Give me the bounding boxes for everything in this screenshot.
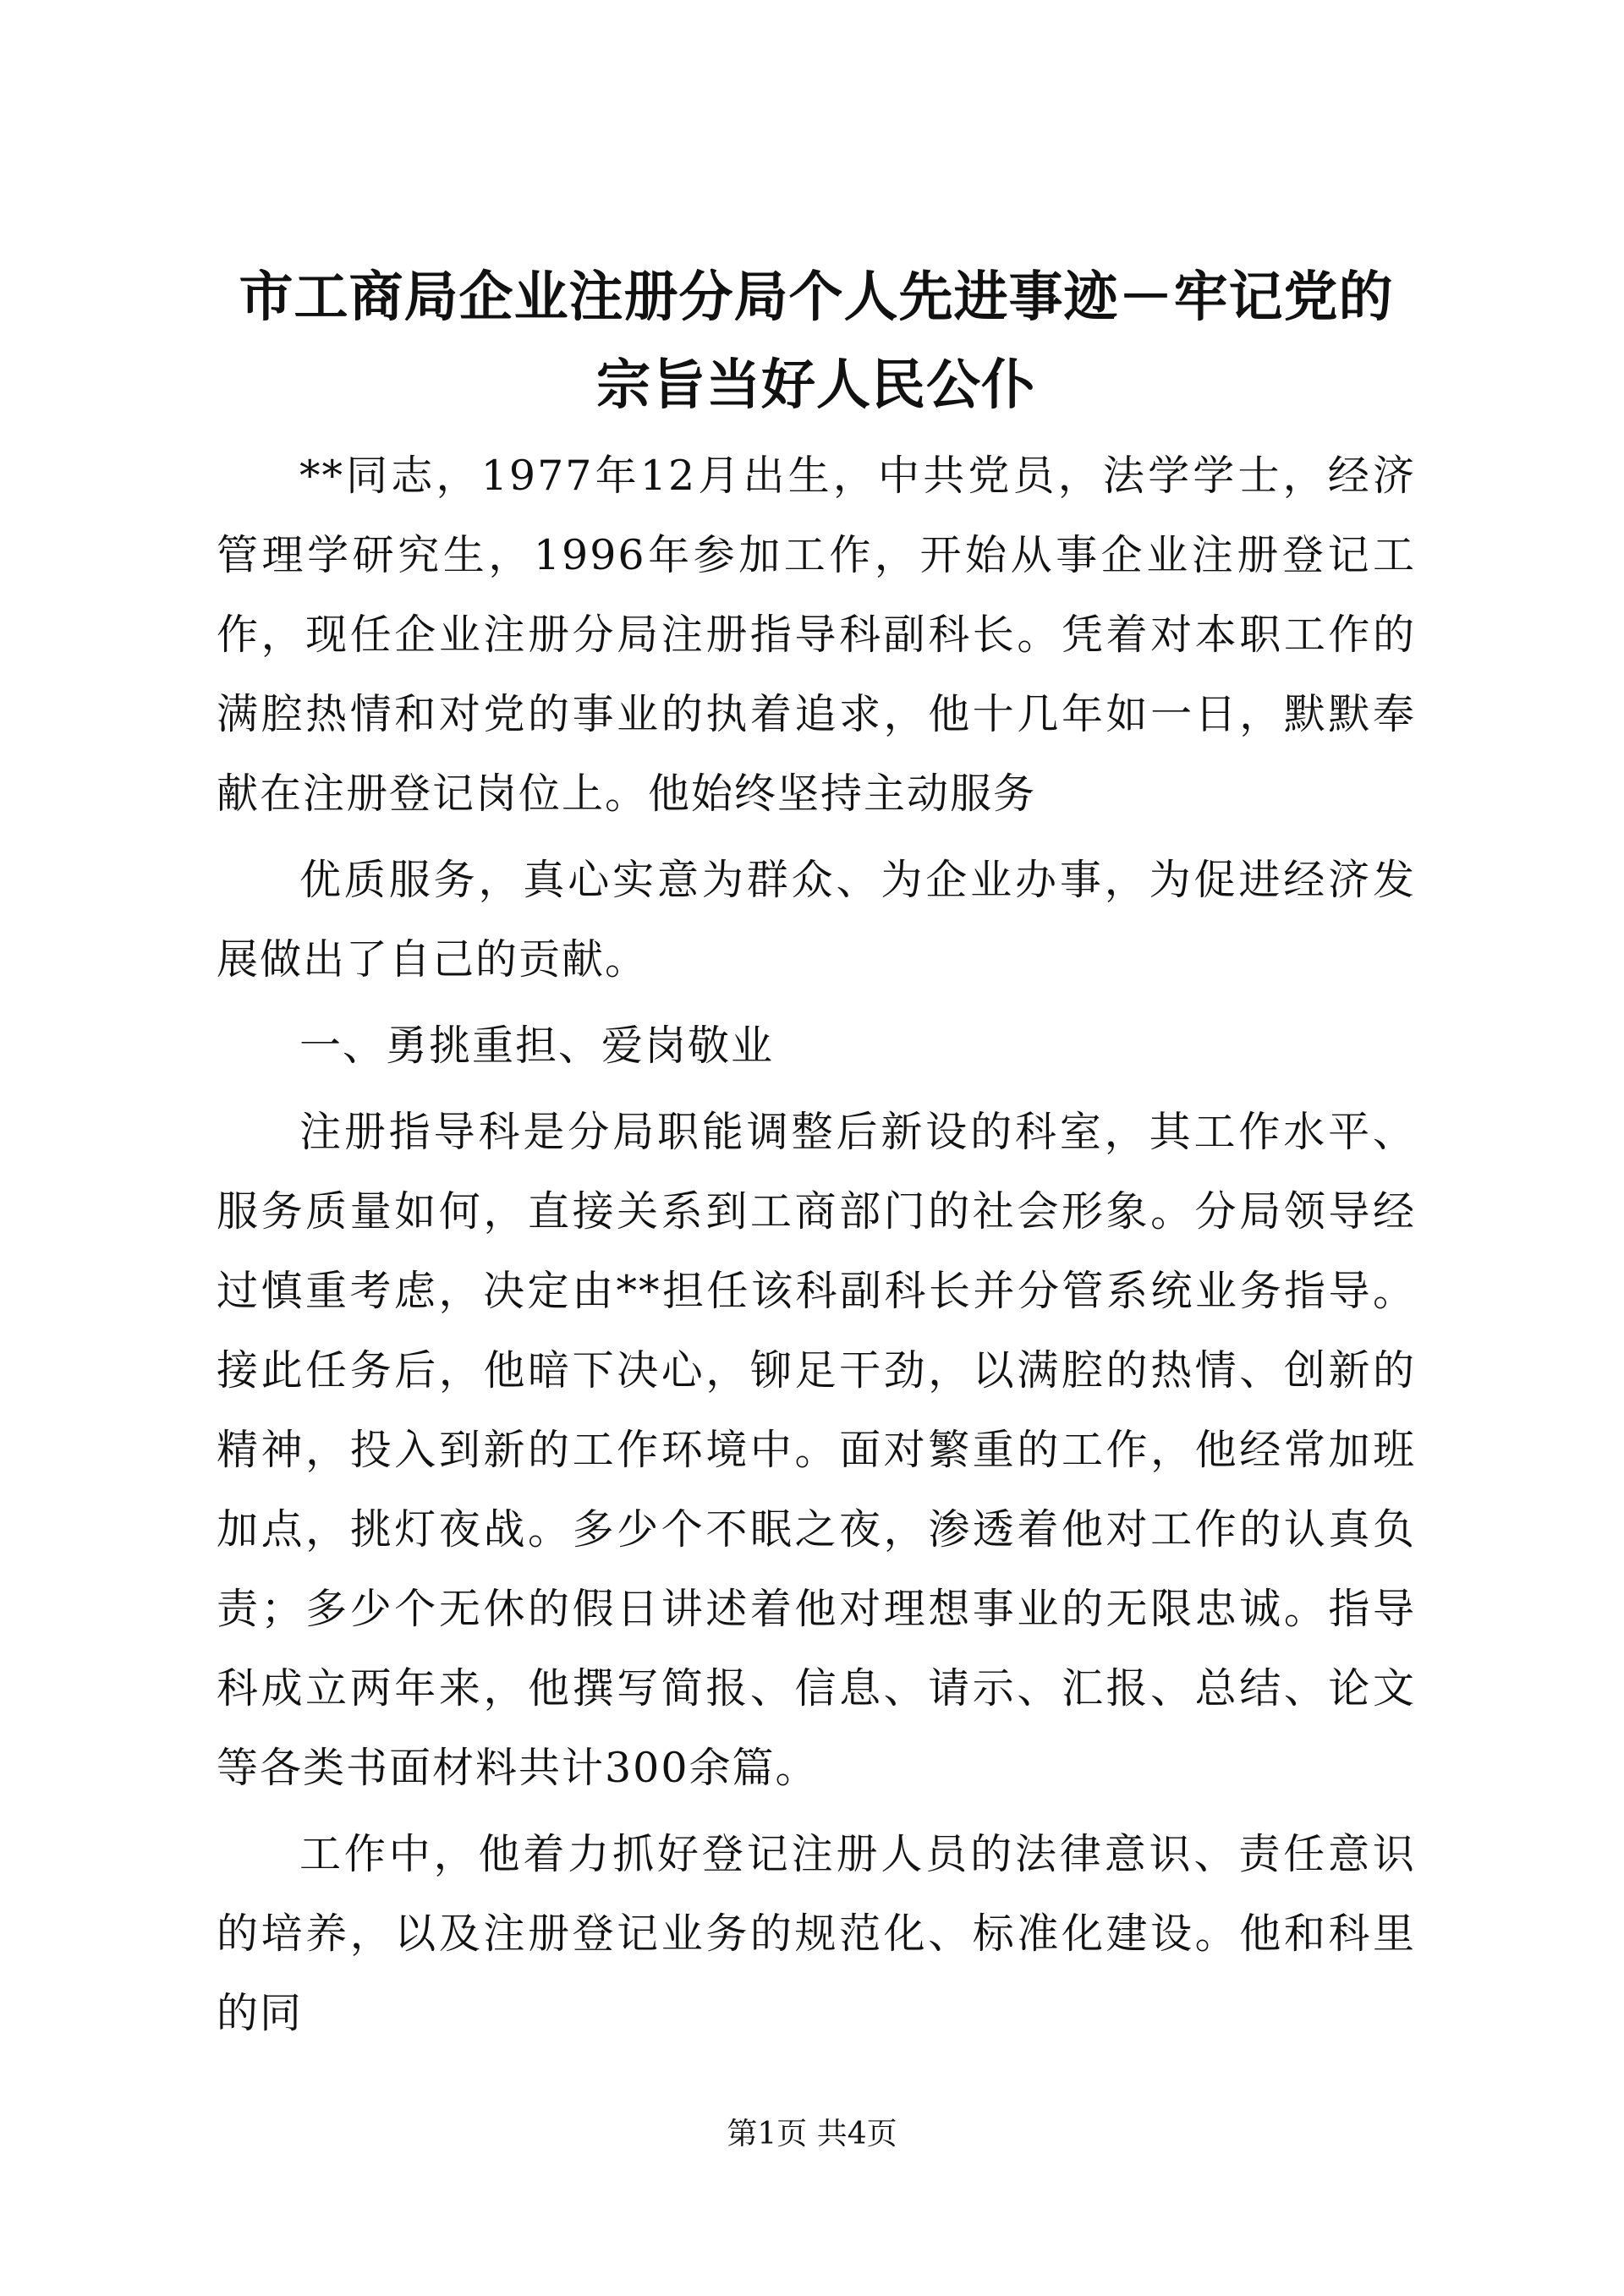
paragraph-intro: **同志，1977年12月出生，中共党员，法学学士，经济管理学研究生，1996年参加工作，开始从事企业注册登记工作，现任企业注册分局注册指导科副科长。凭着对本职工作的满腔热情和对党的事业的执着追求，他十几年如一日，默默奉献在注册登记岗位上。他始终坚持主动服务: [217, 452, 1416, 818]
paragraph-work: 工作中，他着力抓好登记注册人员的法律意识、责任意识的培养，以及注册登记业务的规范化、标准化建设。他和科里的同: [217, 1830, 1416, 2037]
section-heading-1: 一、勇挑重担、爱岗敬业: [299, 1022, 775, 1070]
paragraph-section-1: 注册指导科是分局职能调整后新设的科室，其工作水平、服务质量如何，直接关系到工商部门的社会形象。分局领导经过慎重考虑，决定由**担任该科副科长并分管系统业务指导。接此任务后，他暗下决心，铆足干劲，以满腔的热情、创新的精神，投入到新的工作环境中。面对繁重的工作，他经常加班加点，挑灯夜战。多少个不眠之夜，渗透着他对工作的认真负责；多少个无休的假日讲述着他对理想事业的无限忠诚。指导科成立两年来，他撰写简报、信息、请示、汇报、总结、论文等各类书面材料共计300余篇。: [217, 1108, 1416, 1792]
paragraph-service: 优质服务，真心实意为群众、为企业办事，为促进经济发展做出了自己的贡献。: [217, 856, 1416, 984]
page-number: 第1页 共4页: [727, 2117, 897, 2151]
document-body: [217, 254, 1416, 2060]
document-title: 市工商局企业注册分局个人先进事迹－牢记党的宗旨当好人民公仆: [239, 266, 1394, 417]
